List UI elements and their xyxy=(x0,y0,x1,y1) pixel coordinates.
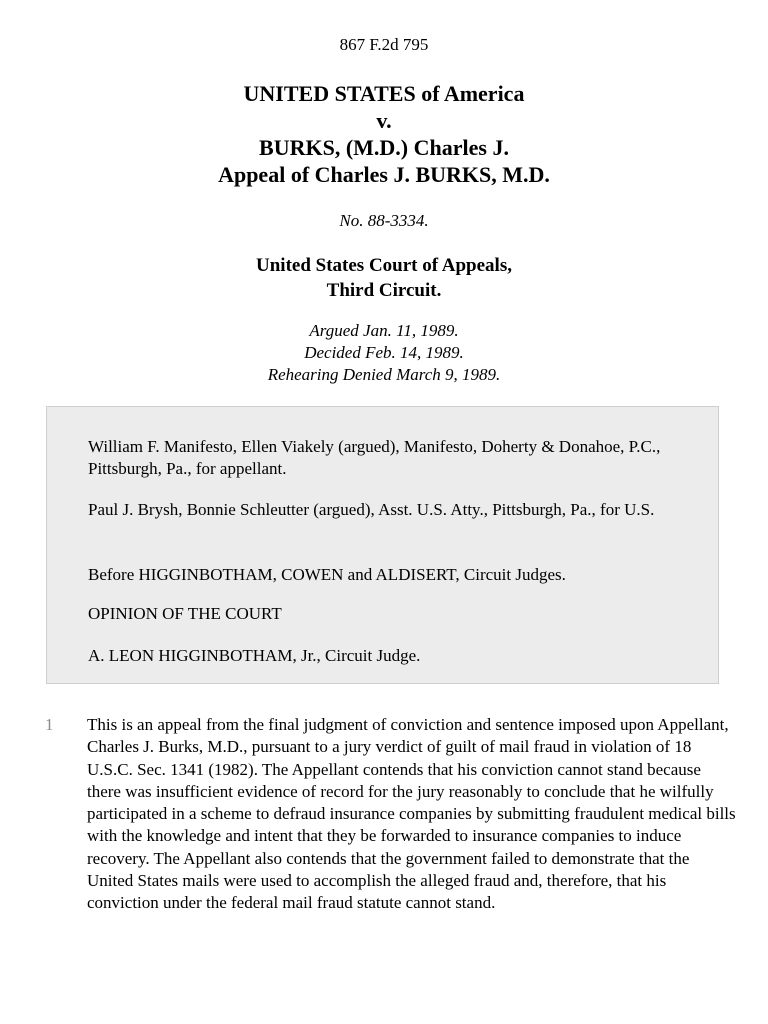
case-title-line-4: Appeal of Charles J. BURKS, M.D. xyxy=(218,162,550,187)
appellant-counsel: William F. Manifesto, Ellen Viakely (argued), Manifesto, Doherty & Donahoe, P.C., Pittsburgh, Pa., for appellant. xyxy=(88,437,661,478)
court-name xyxy=(0,253,768,303)
opinion-author: A. LEON HIGGINBOTHAM, Jr., Circuit Judge. xyxy=(88,646,421,665)
case-title-line-3: BURKS, (M.D.) Charles J. xyxy=(259,135,509,160)
case-title-line-2: v. xyxy=(376,108,392,133)
court-name-line-2: Third Circuit. xyxy=(326,280,442,301)
court-name-line-1: United States Court of Appeals, xyxy=(256,255,512,276)
opinion-heading: OPINION OF THE COURT xyxy=(88,604,282,623)
docket-number: No. 88-3334. xyxy=(339,211,429,230)
argued-date: Argued Jan. 11, 1989. xyxy=(309,321,459,340)
judges-panel: Before HIGGINBOTHAM, COWEN and ALDISERT, Circuit Judges. xyxy=(88,565,566,584)
case-title xyxy=(0,80,768,188)
case-title-line-1: UNITED STATES of America xyxy=(243,81,525,106)
rehearing-date: Rehearing Denied March 9, 1989. xyxy=(267,365,501,384)
case-dates xyxy=(0,320,768,386)
paragraph-text: This is an appeal from the final judgment of conviction and sentence imposed upon Appellant, Charles J. Burks, M.D., pursuant to a jury verdict of guilt of mail fraud in violation of 18 U.S.C. Sec. 1341 (1982). The Appellant contends that his conviction cannot stand because there was insufficient evidence of record for the jury reasonably to conclude that he wilfully participated in a scheme to defraud insurance companies by submitting fraudulent medical bills with the knowledge and intent that they be forwarded to insurance companies to induce recovery. The Appellant also contends that the government failed to demonstrate that the United States mails were used to accomplish the alleged fraud and, therefore, that his conviction under the federal mail fraud statute cannot stand. xyxy=(87,715,736,913)
case-citation: 867 F.2d 795 xyxy=(339,35,429,54)
paragraph-number: 1 xyxy=(45,715,54,734)
decided-date: Decided Feb. 14, 1989. xyxy=(304,343,464,362)
us-counsel: Paul J. Brysh, Bonnie Schleutter (argued), Asst. U.S. Atty., Pittsburgh, Pa., for U.S. xyxy=(88,500,655,519)
counsel-box xyxy=(46,406,719,684)
